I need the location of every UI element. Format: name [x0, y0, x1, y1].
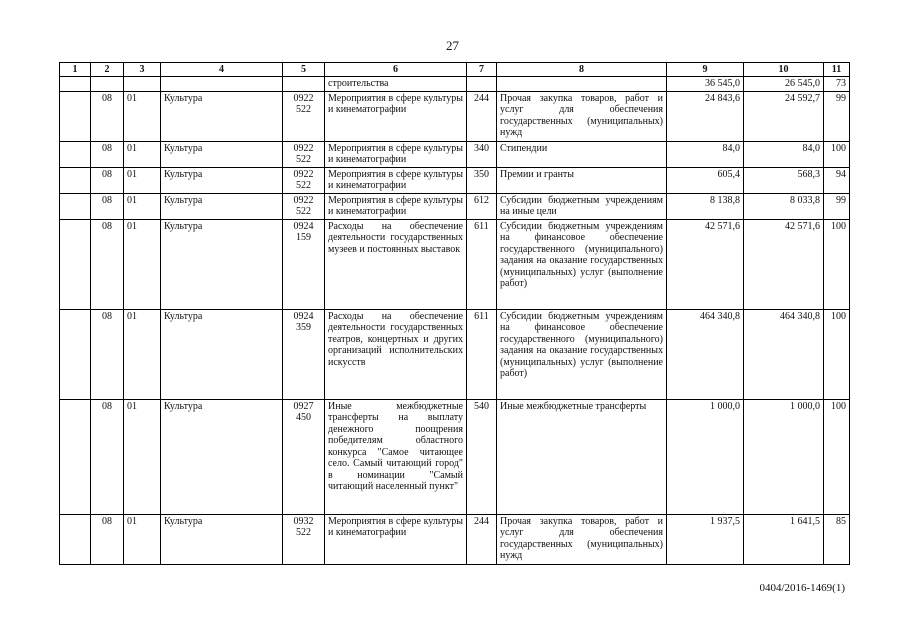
column-header-10: 10: [744, 63, 824, 77]
cell-col-6: Мероприятия в сфере культуры и кинематографии: [325, 141, 467, 167]
header-row: [60, 63, 850, 77]
cell-col-11: 94: [824, 167, 850, 193]
cell-col-1: [60, 167, 91, 193]
column-header-9: 9: [667, 63, 744, 77]
cell-col-4: Культура: [161, 309, 283, 399]
cell-col-11: 99: [824, 193, 850, 219]
cell-col-3: 01: [124, 219, 161, 309]
cell-col-1: [60, 193, 91, 219]
page-number: 27: [446, 38, 459, 53]
column-header-6: 6: [325, 63, 467, 77]
column-header-1: 1: [60, 63, 91, 77]
cell-col-6: Мероприятия в сфере культуры и кинематографии: [325, 514, 467, 564]
cell-col-6: Расходы на обеспечение деятельности государственных музеев и постоянных выставок: [325, 219, 467, 309]
cell-col-8: Субсидии бюджетным учреждениям на финансовое обеспечение государственного (муниципального) задания на оказание государственных (муниципальных) услуг (выполнение работ): [497, 219, 667, 309]
cell-col-5: 0924 359: [283, 309, 325, 399]
cell-col-11: 100: [824, 219, 850, 309]
cell-col-6: Мероприятия в сфере культуры и кинематографии: [325, 167, 467, 193]
cell-col-6: Расходы на обеспечение деятельности государственных театров, концертных и других организаций исполнительских искусств: [325, 309, 467, 399]
cell-col-2: 08: [91, 141, 124, 167]
table-row: [60, 167, 850, 193]
table-row: [60, 91, 850, 141]
cell-col-4: Культура: [161, 219, 283, 309]
cell-col-11: 100: [824, 141, 850, 167]
cell-col-4: Культура: [161, 399, 283, 514]
column-header-4: 4: [161, 63, 283, 77]
cell-col-9: 42 571,6: [667, 219, 744, 309]
cell-col-9: 605,4: [667, 167, 744, 193]
cell-col-10: 8 033,8: [744, 193, 824, 219]
cell-col-3: [124, 77, 161, 92]
cell-col-4: Культура: [161, 91, 283, 141]
budget-table: [59, 62, 850, 565]
cell-col-9: 84,0: [667, 141, 744, 167]
cell-col-2: 08: [91, 91, 124, 141]
cell-col-10: 84,0: [744, 141, 824, 167]
cell-col-5: [283, 77, 325, 92]
cell-col-2: [91, 77, 124, 92]
column-header-8: 8: [497, 63, 667, 77]
cell-col-5: 0922 522: [283, 91, 325, 141]
cell-col-5: 0927 450: [283, 399, 325, 514]
cell-col-3: 01: [124, 193, 161, 219]
cell-col-3: 01: [124, 141, 161, 167]
cell-col-11: 85: [824, 514, 850, 564]
cell-col-3: 01: [124, 167, 161, 193]
cell-col-8: Субсидии бюджетным учреждениям на иные цели: [497, 193, 667, 219]
cell-col-1: [60, 514, 91, 564]
cell-col-5: 0924 159: [283, 219, 325, 309]
cell-col-10: 464 340,8: [744, 309, 824, 399]
table-body: [60, 77, 850, 565]
table-row: [60, 141, 850, 167]
cell-col-7: 244: [467, 514, 497, 564]
cell-col-7: 611: [467, 309, 497, 399]
cell-col-4: Культура: [161, 141, 283, 167]
cell-col-1: [60, 91, 91, 141]
cell-col-4: [161, 77, 283, 92]
column-header-5: 5: [283, 63, 325, 77]
cell-col-3: 01: [124, 514, 161, 564]
cell-col-1: [60, 219, 91, 309]
cell-col-4: Культура: [161, 514, 283, 564]
cell-col-3: 01: [124, 91, 161, 141]
cell-col-2: 08: [91, 514, 124, 564]
column-header-3: 3: [124, 63, 161, 77]
cell-col-3: 01: [124, 399, 161, 514]
cell-col-8: Прочая закупка товаров, работ и услуг для обеспечения государственных (муниципальных) нужд: [497, 514, 667, 564]
cell-col-11: 100: [824, 309, 850, 399]
cell-col-9: 464 340,8: [667, 309, 744, 399]
cell-col-8: Субсидии бюджетным учреждениям на финансовое обеспечение государственного (муниципального) задания на оказание государственных (муниципальных) услуг (выполнение работ): [497, 309, 667, 399]
cell-col-2: 08: [91, 309, 124, 399]
table-row: [60, 77, 850, 92]
cell-col-5: 0922 522: [283, 141, 325, 167]
cell-col-3: 01: [124, 309, 161, 399]
cell-col-11: 100: [824, 399, 850, 514]
cell-col-5: 0922 522: [283, 193, 325, 219]
cell-col-9: 1 937,5: [667, 514, 744, 564]
cell-col-10: 24 592,7: [744, 91, 824, 141]
table-row: [60, 514, 850, 564]
cell-col-6: Иные межбюджетные трансферты на выплату денежного поощрения победителям областного конкурса "Самое читающее село. Самый читающий город" в номинации "Самый читающий населенный пункт": [325, 399, 467, 514]
cell-col-4: Культура: [161, 193, 283, 219]
table-row: [60, 193, 850, 219]
cell-col-1: [60, 141, 91, 167]
cell-col-11: 99: [824, 91, 850, 141]
cell-col-2: 08: [91, 399, 124, 514]
cell-col-8: Иные межбюджетные трансферты: [497, 399, 667, 514]
cell-col-2: 08: [91, 193, 124, 219]
column-header-2: 2: [91, 63, 124, 77]
cell-col-10: 568,3: [744, 167, 824, 193]
cell-col-7: 244: [467, 91, 497, 141]
cell-col-9: 1 000,0: [667, 399, 744, 514]
table-row: [60, 309, 850, 399]
cell-col-7: 340: [467, 141, 497, 167]
cell-col-5: 0922 522: [283, 167, 325, 193]
cell-col-7: 612: [467, 193, 497, 219]
cell-col-6: Мероприятия в сфере культуры и кинематографии: [325, 193, 467, 219]
cell-col-10: 1 641,5: [744, 514, 824, 564]
cell-col-1: [60, 77, 91, 92]
column-header-7: 7: [467, 63, 497, 77]
cell-col-6: строительства: [325, 77, 467, 92]
cell-col-10: 42 571,6: [744, 219, 824, 309]
cell-col-7: 350: [467, 167, 497, 193]
cell-col-10: 1 000,0: [744, 399, 824, 514]
document-code: 0404/2016-1469(1): [759, 582, 845, 594]
cell-col-5: 0932 522: [283, 514, 325, 564]
cell-col-8: [497, 77, 667, 92]
column-header-11: 11: [824, 63, 850, 77]
cell-col-11: 73: [824, 77, 850, 92]
table-row: [60, 219, 850, 309]
cell-col-2: 08: [91, 167, 124, 193]
cell-col-7: 540: [467, 399, 497, 514]
cell-col-8: Стипендии: [497, 141, 667, 167]
cell-col-8: Премии и гранты: [497, 167, 667, 193]
cell-col-1: [60, 399, 91, 514]
cell-col-9: 24 843,6: [667, 91, 744, 141]
cell-col-1: [60, 309, 91, 399]
cell-col-10: 26 545,0: [744, 77, 824, 92]
cell-col-9: 36 545,0: [667, 77, 744, 92]
cell-col-6: Мероприятия в сфере культуры и кинематографии: [325, 91, 467, 141]
cell-col-7: 611: [467, 219, 497, 309]
cell-col-7: [467, 77, 497, 92]
cell-col-9: 8 138,8: [667, 193, 744, 219]
cell-col-8: Прочая закупка товаров, работ и услуг для обеспечения государственных (муниципальных) нужд: [497, 91, 667, 141]
table-row: [60, 399, 850, 514]
cell-col-2: 08: [91, 219, 124, 309]
cell-col-4: Культура: [161, 167, 283, 193]
